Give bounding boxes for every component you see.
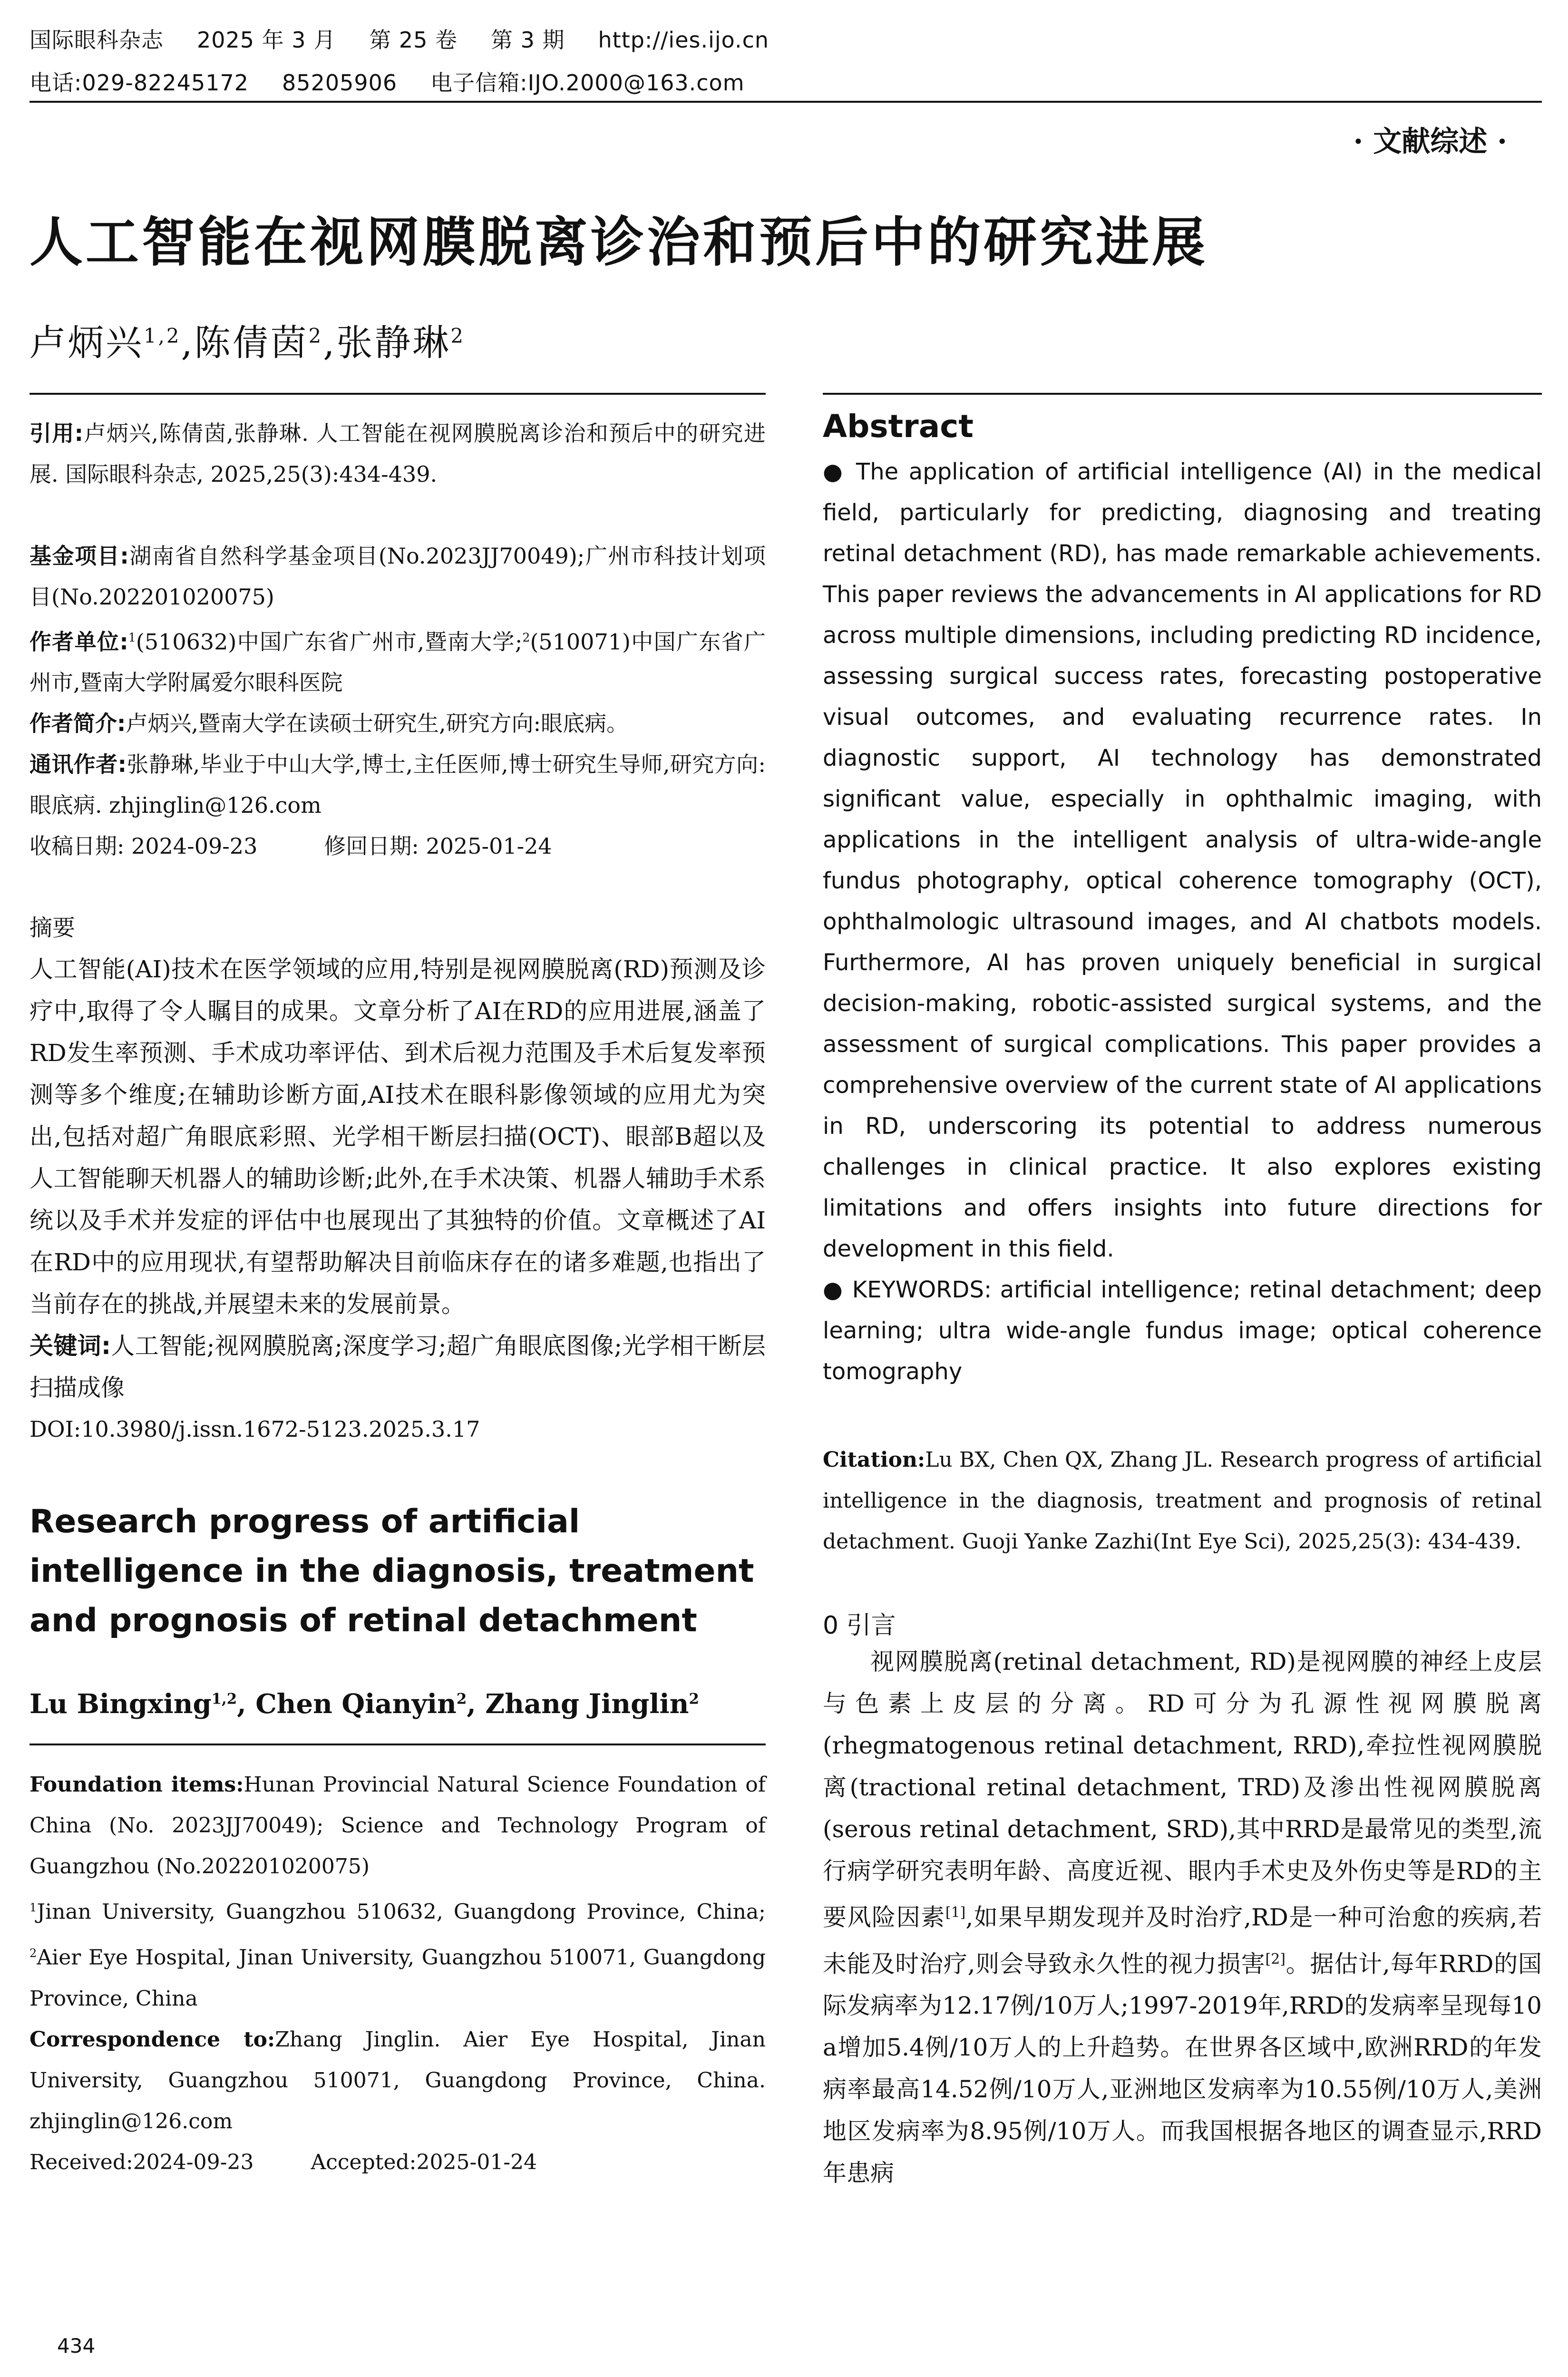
- en-author-name: Chen Qianyin: [255, 1688, 457, 1720]
- doi[interactable]: DOI:10.3980/j.issn.1672-5123.2025.3.17: [29, 1416, 480, 1442]
- aff-sup-2: 2: [29, 1946, 37, 1960]
- foundation-block: [29, 1764, 766, 1887]
- left-column: [29, 413, 766, 2183]
- right-column: [823, 408, 1542, 2194]
- correspondence-label: Correspondence to:: [29, 2027, 275, 2052]
- en-author-affiliation: 2: [456, 1690, 467, 1708]
- fund-block: [29, 536, 766, 617]
- unit-sup-1: 1: [128, 631, 136, 644]
- aff-text-2: Aier Eye Hospital, Jinan University, Guangzhou 510071, Guangdong Province, China: [29, 1945, 766, 2011]
- unit-sup-2: 2: [522, 631, 530, 644]
- reference-1[interactable]: [1]: [945, 1904, 966, 1921]
- affiliation-block: [29, 1887, 766, 2019]
- phone: 电话:029-82245172: [29, 70, 249, 96]
- unit-block: [29, 617, 766, 703]
- en-dates-block: [29, 2142, 766, 2183]
- section-heading-intro: 0 引言: [823, 1611, 896, 1640]
- dates-block: [29, 826, 766, 867]
- correspondence-text: Zhang Jinglin. Aier Eye Hospital, Jinan University, Guangzhou 510071, Guangdong Province, China. zhjinglin@126.com: [29, 2027, 766, 2133]
- author-separator: ,: [181, 321, 195, 364]
- revised-date: 修回日期: 2025-01-24: [324, 833, 552, 859]
- correspondence-block: [29, 2019, 766, 2142]
- english-title: Research progress of artificial intelligence in the diagnosis, treatment and prognosis of retinal detachment: [29, 1503, 754, 1640]
- author-separator: ,: [323, 321, 337, 364]
- author-affiliation: 2: [308, 324, 323, 348]
- fund-label: 基金项目:: [29, 543, 129, 569]
- unit-text-1: (510632)中国广东省广州市,暨南大学;: [136, 629, 523, 655]
- author-name: 卢炳兴: [29, 321, 144, 364]
- accepted-en: Accepted:2025-01-24: [311, 2150, 537, 2174]
- header-rule: [29, 101, 1542, 103]
- foundation-label: Foundation items:: [29, 1773, 244, 1797]
- en-author-affiliation: 2: [689, 1690, 699, 1708]
- issue-number: 第 3 期: [490, 27, 565, 53]
- en-author-separator: ,: [237, 1688, 256, 1720]
- citation-block: [29, 413, 766, 495]
- author-affiliation: 1,2: [144, 324, 181, 348]
- corr-label: 通讯作者:: [29, 751, 127, 778]
- citation-en-block: [823, 1440, 1542, 1562]
- received-en: Received:2024-09-23: [29, 2150, 254, 2174]
- en-author-name: Lu Bingxing: [29, 1688, 212, 1720]
- volume: 第 25 卷: [369, 27, 458, 53]
- unit-label: 作者单位:: [29, 629, 128, 655]
- article-title: 人工智能在视网膜脱离诊治和预后中的研究进展: [29, 212, 1208, 273]
- keywords-cn-text: 人工智能;视网膜脱离;深度学习;超广角眼底图像;光学相干断层扫描成像: [29, 1332, 766, 1402]
- left-top-rule: [29, 393, 766, 395]
- english-author-list: [29, 1688, 766, 1720]
- phone-2: 85205906: [282, 70, 398, 96]
- author-name: 张静琳: [336, 321, 451, 364]
- en-author-affiliation: 1,2: [211, 1690, 237, 1708]
- keywords-cn-block: [29, 1325, 766, 1409]
- bio-block: [29, 703, 766, 744]
- bio-text: 卢炳兴,暨南大学在读硕士研究生,研究方向:眼底病。: [126, 711, 629, 737]
- abstract-en-heading: Abstract: [823, 408, 974, 445]
- running-header-line1: [29, 23, 802, 54]
- running-header-line2: [29, 66, 778, 97]
- unit-text-2: (510071)中国广东省广州市,暨南大学附属爱尔眼科医院: [29, 629, 766, 696]
- author-list: [29, 314, 465, 366]
- aff-sup-1: 1: [29, 1901, 37, 1915]
- column-tag: · 文献综述 ·: [1353, 125, 1507, 158]
- intro-text-a: 视网膜脱离(retinal detachment, RD)是视网膜的神经上皮层与色素上皮层的分离。RD可分为孔源性视网膜脱离(rhegmatogenous retinal detachment, RRD),牵拉性视网膜脱离(tractional retinal detachment, TRD)及渗出性视网膜脱离(serous retinal detachment, SRD),其中RRD是最常见的类型,流行病学研究表明年龄、高度近视、眼内手术史及外伤史等是RD的主要风险因素: [823, 1648, 1542, 1931]
- english-block-rule: [29, 1744, 766, 1745]
- email[interactable]: 电子信箱:IJO.2000@163.com: [430, 70, 745, 96]
- corr-block: [29, 744, 766, 826]
- corr-text: 张静琳,毕业于中山大学,博士,主任医师,博士研究生导师,研究方向:眼底病. zhjinglin@126.com: [29, 751, 766, 818]
- keywords-en: ● KEYWORDS: artificial intelligence; retinal detachment; deep learning; ultra wide-angle fundus image; optical coherence tomography: [823, 1276, 1542, 1385]
- journal-url[interactable]: http://ies.ijo.cn: [598, 27, 769, 53]
- fund-text: 湖南省自然科学基金项目(No.2023JJ70049);广州市科技计划项目(No.202201020075): [29, 543, 766, 610]
- intro-text-c: 。据估计,每年RRD的国际发病率为12.17例/10万人;1997-2019年,RRD的发病率呈现每10 a增加5.4例/10万人的上升趋势。在世界各区域中,欧洲RRD的年发病率最高14.52例/10万人,亚洲地区发病率为10.55例/10万人,美洲地区发病率为8.95例/10万人。而我国根据各地区的调查显示,RRD年患病: [823, 1950, 1542, 2187]
- abstract-en-text: ● The application of artificial intelligence (AI) in the medical field, particularly for predicting, diagnosing and treating retinal detachment (RD), has made remarkable achievements. This paper reviews the advancements in AI applications for RD across multiple dimensions, including predicting RD incidence, assessing surgical success rates, forecasting postoperative visual outcomes, and evaluating recurrence rates. In diagnostic support, AI technology has demonstrated significant value, especially in ophthalmic imaging, with applications in the intelligent analysis of ultra-wide-angle fundus photography, optical coherence tomography (OCT), ophthalmologic ultrasound images, and AI chatbots models. Furthermore, AI has proven uniquely beneficial in surgical decision-making, robotic-assisted surgical systems, and the assessment of surgical complications. This paper provides a comprehensive overview of the current state of AI applications in RD, underscoring its potential to address numerous challenges in clinical practice. It also explores existing limitations and offers insights into future directions for development in this field.: [823, 458, 1542, 1262]
- reference-2[interactable]: [2]: [1265, 1950, 1286, 1968]
- en-author-name: Zhang Jinglin: [485, 1688, 689, 1720]
- abstract-cn-heading: 摘要: [29, 915, 76, 942]
- aff-text-1: Jinan University, Guangzhou 510632, Guangdong Province, China;: [37, 1900, 766, 1924]
- issue-date: 2025 年 3 月: [197, 27, 336, 53]
- author-affiliation: 2: [450, 324, 466, 348]
- citation-text: 卢炳兴,陈倩茵,张静琳. 人工智能在视网膜脱离诊治和预后中的研究进展. 国际眼科杂志, 2025,25(3):434-439.: [29, 420, 766, 487]
- citation-label: 引用:: [29, 420, 84, 446]
- bio-label: 作者简介:: [29, 711, 126, 737]
- received-date: 收稿日期: 2024-09-23: [29, 833, 258, 859]
- foundation-text: Hunan Provincial Natural Science Foundation of China (No. 2023JJ70049); Science and Technology Program of Guangzhou (No.202201020075): [29, 1773, 766, 1879]
- citation-en-text: Lu BX, Chen QX, Zhang JL. Research progress of artificial intelligence in the diagnosis, treatment and prognosis of retinal detachment. Guoji Yanke Zazhi(Int Eye Sci), 2025,25(3): 434-439.: [823, 1448, 1542, 1554]
- intro-text-b: ,如果早期发现并及时治疗,RD是一种可治愈的疾病,若未能及时治疗,则会导致永久性的视力损害: [823, 1903, 1542, 1978]
- right-top-rule: [823, 393, 1542, 395]
- intro-paragraph: [823, 1641, 1542, 2194]
- abstract-cn-text: 人工智能(AI)技术在医学领域的应用,特别是视网膜脱离(RD)预测及诊疗中,取得了令人瞩目的成果。文章分析了AI在RD的应用进展,涵盖了RD发生率预测、手术成功率评估、到术后视力范围及手术后复发率预测等多个维度;在辅助诊断方面,AI技术在眼科影像领域的应用尤为突出,包括对超广角眼底彩照、光学相干断层扫描(OCT)、眼部B超以及人工智能聊天机器人的辅助诊断;此外,在手术决策、机器人辅助手术系统以及手术并发症的评估中也展现出了其独特的价值。文章概述了AI在RD中的应用现状,有望帮助解决目前临床存在的诸多难题,也指出了当前存在的挑战,并展望未来的发展前景。: [29, 955, 766, 1318]
- author-name: 陈倩茵: [194, 321, 309, 364]
- journal-name: 国际眼科杂志: [29, 27, 164, 53]
- en-author-separator: ,: [467, 1688, 486, 1720]
- keywords-cn-label: 关键词:: [29, 1332, 111, 1360]
- page-number: 434: [57, 2334, 96, 2358]
- citation-en-label: Citation:: [823, 1448, 925, 1472]
